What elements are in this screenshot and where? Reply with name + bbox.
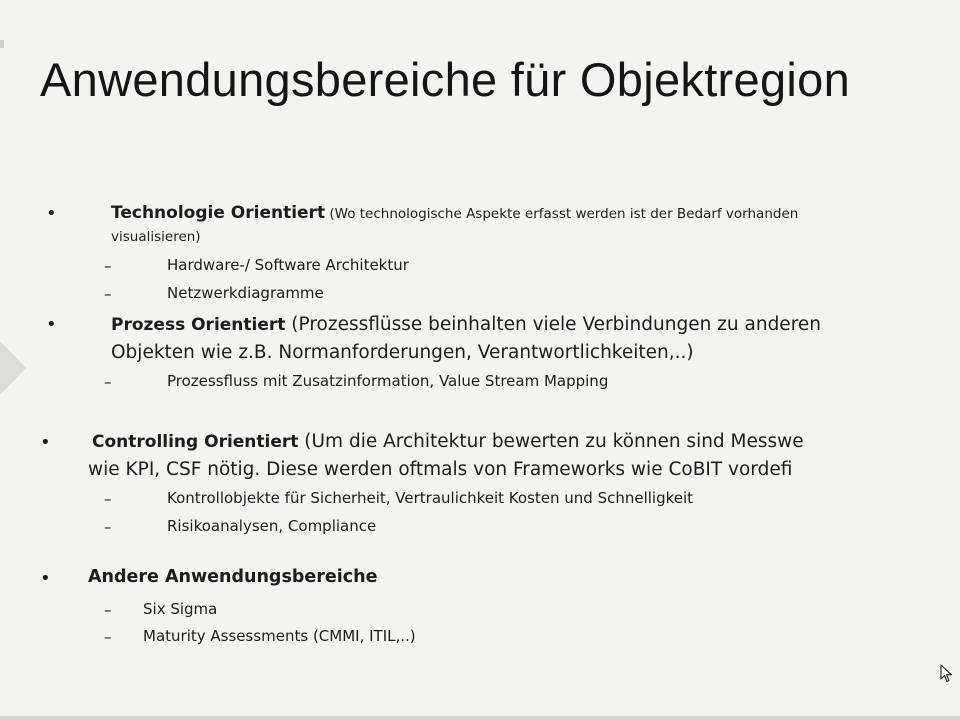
bullet-icon: • — [46, 314, 57, 335]
section-technologie-heading-line — [111, 203, 798, 223]
section-andere-heading-line — [88, 567, 377, 587]
dash-icon: – — [104, 257, 112, 275]
bullet-icon: • — [40, 432, 51, 453]
list-item: Six Sigma — [143, 600, 218, 618]
section-note-continued: Objekten wie z.B. Normanforderungen, Verantwortlichkeiten,..) — [111, 342, 694, 363]
slide-edge-mark — [0, 40, 4, 48]
bullet-icon: • — [40, 568, 51, 589]
section-heading: Prozess Orientiert — [111, 315, 286, 335]
list-item: Maturity Assessments (CMMI, ITIL,..) — [143, 627, 416, 645]
section-heading: Andere Anwendungsbereiche — [88, 567, 378, 587]
list-item: Kontrollobjekte für Sicherheit, Vertraulichkeit Kosten und Schnelligkeit — [167, 489, 694, 507]
dash-icon: – — [104, 601, 112, 619]
list-item: Prozessfluss mit Zusatzinformation, Value Stream Mapping — [167, 372, 609, 390]
dash-icon: – — [104, 518, 112, 536]
mouse-pointer-icon — [940, 664, 954, 684]
bottom-edge — [0, 716, 960, 720]
section-note-continued: visualisieren) — [111, 229, 201, 245]
section-note-continued: wie KPI, CSF nötig. Diese werden oftmals von Frameworks wie CoBIT vordefi — [88, 459, 793, 480]
dash-icon: – — [104, 628, 112, 646]
section-heading: Controlling Orientiert — [92, 432, 299, 452]
section-note: (Prozessflüsse beinhalten viele Verbindungen zu anderen — [285, 314, 821, 335]
section-controlling-heading-line — [92, 431, 804, 452]
list-item: Netzwerkdiagramme — [167, 284, 324, 302]
section-note: (Wo technologische Aspekte erfasst werden ist der Bedarf vorhanden — [325, 206, 799, 222]
bullet-icon: • — [46, 203, 57, 224]
dash-icon: – — [104, 490, 112, 508]
dash-icon: – — [104, 373, 112, 391]
section-note: (Um die Architektur bewerten zu können sind Messwe — [298, 431, 804, 452]
list-item: Risikoanalysen, Compliance — [167, 517, 377, 535]
slide-title: Anwendungsbereiche für Objektregion — [40, 53, 851, 106]
list-item: Hardware-/ Software Architektur — [167, 256, 409, 274]
section-heading: Technologie Orientiert — [111, 203, 326, 223]
previous-slide-arrow-icon[interactable] — [0, 318, 26, 418]
dash-icon: – — [104, 285, 112, 303]
section-prozess-heading-line — [111, 314, 821, 335]
